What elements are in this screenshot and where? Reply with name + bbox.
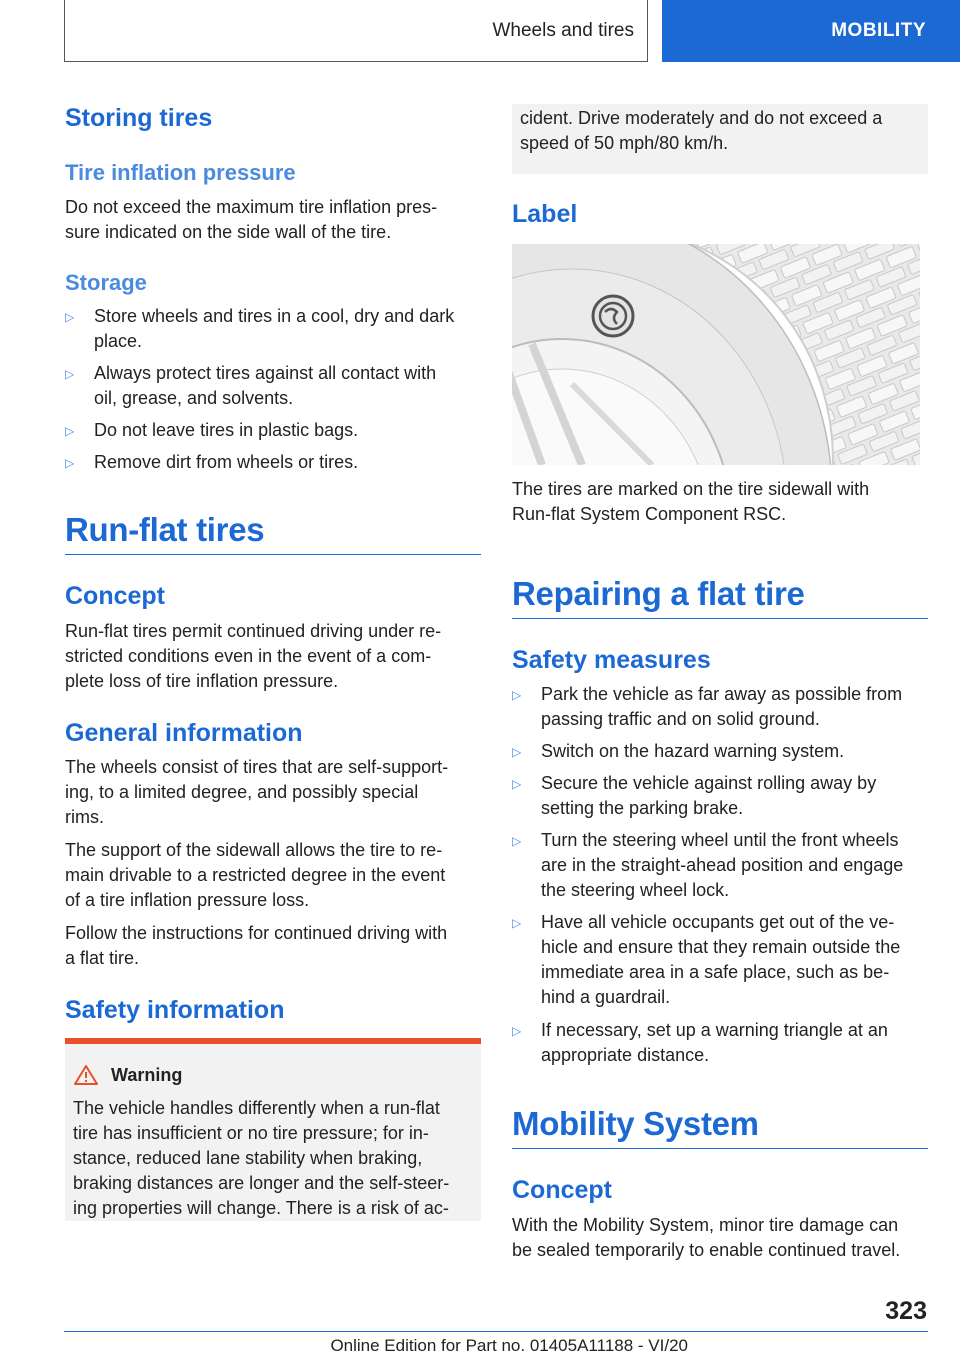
text-line: stricted conditions even in the event of a com-: [65, 646, 432, 666]
heading-concept: Concept: [65, 582, 165, 610]
list-text: Store wheels and tires in a cool, dry and dark: [94, 306, 455, 326]
warning-text: [73, 1096, 477, 1221]
text-line: tire has insufficient or no tire pressure; for in-: [73, 1123, 429, 1143]
list-text: place.: [94, 331, 143, 351]
edition-text: Online Edition for Part no. 01405A11188 - VI/20: [330, 1336, 688, 1355]
text-line: speed of 50 mph/80 km/h.: [520, 133, 729, 153]
section-header: [64, 0, 648, 62]
list-text: Turn the steering wheel until the front wheels: [541, 830, 899, 850]
heading-storage: Storage: [65, 270, 147, 295]
section-divider: [512, 1148, 928, 1149]
chapter-tab-label: MOBILITY: [831, 20, 926, 41]
list-text: hind a guardrail.: [541, 987, 671, 1007]
text-line: With the Mobility System, minor tire damage can: [512, 1215, 899, 1235]
list-text: Secure the vehicle against rolling away by: [541, 773, 877, 793]
bullet-triangle-icon: ▷: [512, 745, 522, 759]
storage-list-item: [65, 450, 481, 476]
concept-paragraph: [65, 619, 481, 694]
bullet-triangle-icon: ▷: [512, 688, 522, 702]
general-info-paragraph: [65, 921, 481, 971]
text-line: braking distances are longer and the self-steer-: [73, 1173, 450, 1193]
heading-repairing-flat-tire: Repairing a flat tire: [512, 575, 805, 612]
list-text: hicle and ensure that they remain outside the: [541, 937, 901, 957]
bullet-triangle-icon: ▷: [512, 1024, 522, 1038]
list-text: Remove dirt from wheels or tires.: [94, 452, 359, 472]
text-line: plete loss of tire inflation pressure.: [65, 671, 339, 691]
storage-list-item: [65, 418, 481, 444]
text-line: Do not exceed the maximum tire inflation pres-: [65, 197, 438, 217]
warning-box-continued: [512, 104, 928, 174]
heading-run-flat-tires: Run-flat tires: [65, 511, 265, 548]
list-text: setting the parking brake.: [541, 798, 744, 818]
list-text: are in the straight-ahead position and engage: [541, 855, 904, 875]
section-title: Wheels and tires: [492, 19, 634, 41]
warning-box: [65, 1044, 481, 1221]
text-line: ing, to a limited degree, and possibly special: [65, 782, 419, 802]
ms-concept-paragraph: [512, 1213, 928, 1263]
list-text: immediate area in a safe place, such as be-: [541, 962, 890, 982]
text-line: a flat tire.: [65, 948, 140, 968]
bullet-triangle-icon: ▷: [65, 367, 75, 381]
list-text: Always protect tires against all contact with: [94, 363, 437, 383]
text-line: The wheels consist of tires that are self-support-: [65, 757, 449, 777]
list-text: oil, grease, and solvents.: [94, 388, 294, 408]
measure-list-item: [512, 771, 928, 821]
heading-general-information: General information: [65, 719, 303, 747]
bullet-triangle-icon: ▷: [512, 834, 522, 848]
list-text: Do not leave tires in plastic bags.: [94, 420, 359, 440]
text-line: The vehicle handles differently when a run-flat: [73, 1098, 440, 1118]
text-line: Follow the instructions for continued driving with: [65, 923, 448, 943]
measure-list-item: [512, 828, 928, 903]
text-line: of a tire inflation pressure loss.: [65, 890, 310, 910]
list-text: the steering wheel lock.: [541, 880, 730, 900]
bullet-triangle-icon: ▷: [512, 777, 522, 791]
list-text: Park the vehicle as far away as possible from: [541, 684, 903, 704]
measure-list-item: [512, 1018, 928, 1068]
list-text: If necessary, set up a warning triangle at an: [541, 1020, 888, 1040]
text-line: The support of the sidewall allows the tire to re-: [65, 840, 443, 860]
general-info-paragraph: [65, 755, 481, 830]
chapter-tab[interactable]: [662, 0, 960, 62]
warning-title: Warning: [111, 1064, 183, 1085]
text-line: sure indicated on the side wall of the tire.: [65, 222, 392, 242]
label-paragraph: [512, 477, 928, 527]
general-info-paragraph: [65, 838, 481, 913]
text-line: cident. Drive moderately and do not exceed a: [520, 108, 883, 128]
tire-pressure-paragraph: [65, 195, 481, 245]
storage-list-item: [65, 361, 481, 411]
heading-safety-measures: Safety measures: [512, 646, 711, 674]
measure-list-item: [512, 739, 928, 765]
section-divider: [65, 554, 481, 555]
bullet-triangle-icon: ▷: [65, 424, 75, 438]
text-line: ing properties will change. There is a risk of ac-: [73, 1198, 449, 1218]
heading-tire-inflation-pressure: Tire inflation pressure: [65, 160, 296, 185]
bullet-triangle-icon: ▷: [65, 310, 75, 324]
text-line: rims.: [65, 807, 104, 827]
tire-sidewall-illustration: [512, 244, 920, 465]
page-number: 323: [885, 1297, 927, 1325]
list-text: Switch on the hazard warning system.: [541, 741, 845, 761]
storage-list-item: [65, 304, 481, 354]
heading-ms-concept: Concept: [512, 1176, 612, 1204]
bullet-triangle-icon: ▷: [512, 916, 522, 930]
heading-storing-tires: Storing tires: [65, 104, 213, 132]
measure-list-item: [512, 682, 928, 732]
warning-triangle-icon: [73, 1064, 99, 1086]
text-line: main drivable to a restricted degree in the event: [65, 865, 446, 885]
heading-label: Label: [512, 200, 578, 228]
rsc-logo-icon: [593, 296, 633, 336]
text-line: be sealed temporarily to enable continued travel.: [512, 1240, 901, 1260]
section-divider: [512, 618, 928, 619]
list-text: appropriate distance.: [541, 1045, 710, 1065]
text-line: The tires are marked on the tire sidewall with: [512, 479, 870, 499]
heading-mobility-system: Mobility System: [512, 1105, 759, 1142]
text-line: Run-flat tires permit continued driving under re-: [65, 621, 442, 641]
text-line: stance, reduced lane stability when braking,: [73, 1148, 423, 1168]
heading-safety-information: Safety information: [65, 996, 285, 1024]
list-text: Have all vehicle occupants get out of the ve-: [541, 912, 895, 932]
measure-list-item: [512, 910, 928, 1010]
list-text: passing traffic and on solid ground.: [541, 709, 820, 729]
text-line: Run-flat System Component RSC.: [512, 504, 787, 524]
bullet-triangle-icon: ▷: [65, 456, 75, 470]
footer-divider: [64, 1331, 928, 1332]
